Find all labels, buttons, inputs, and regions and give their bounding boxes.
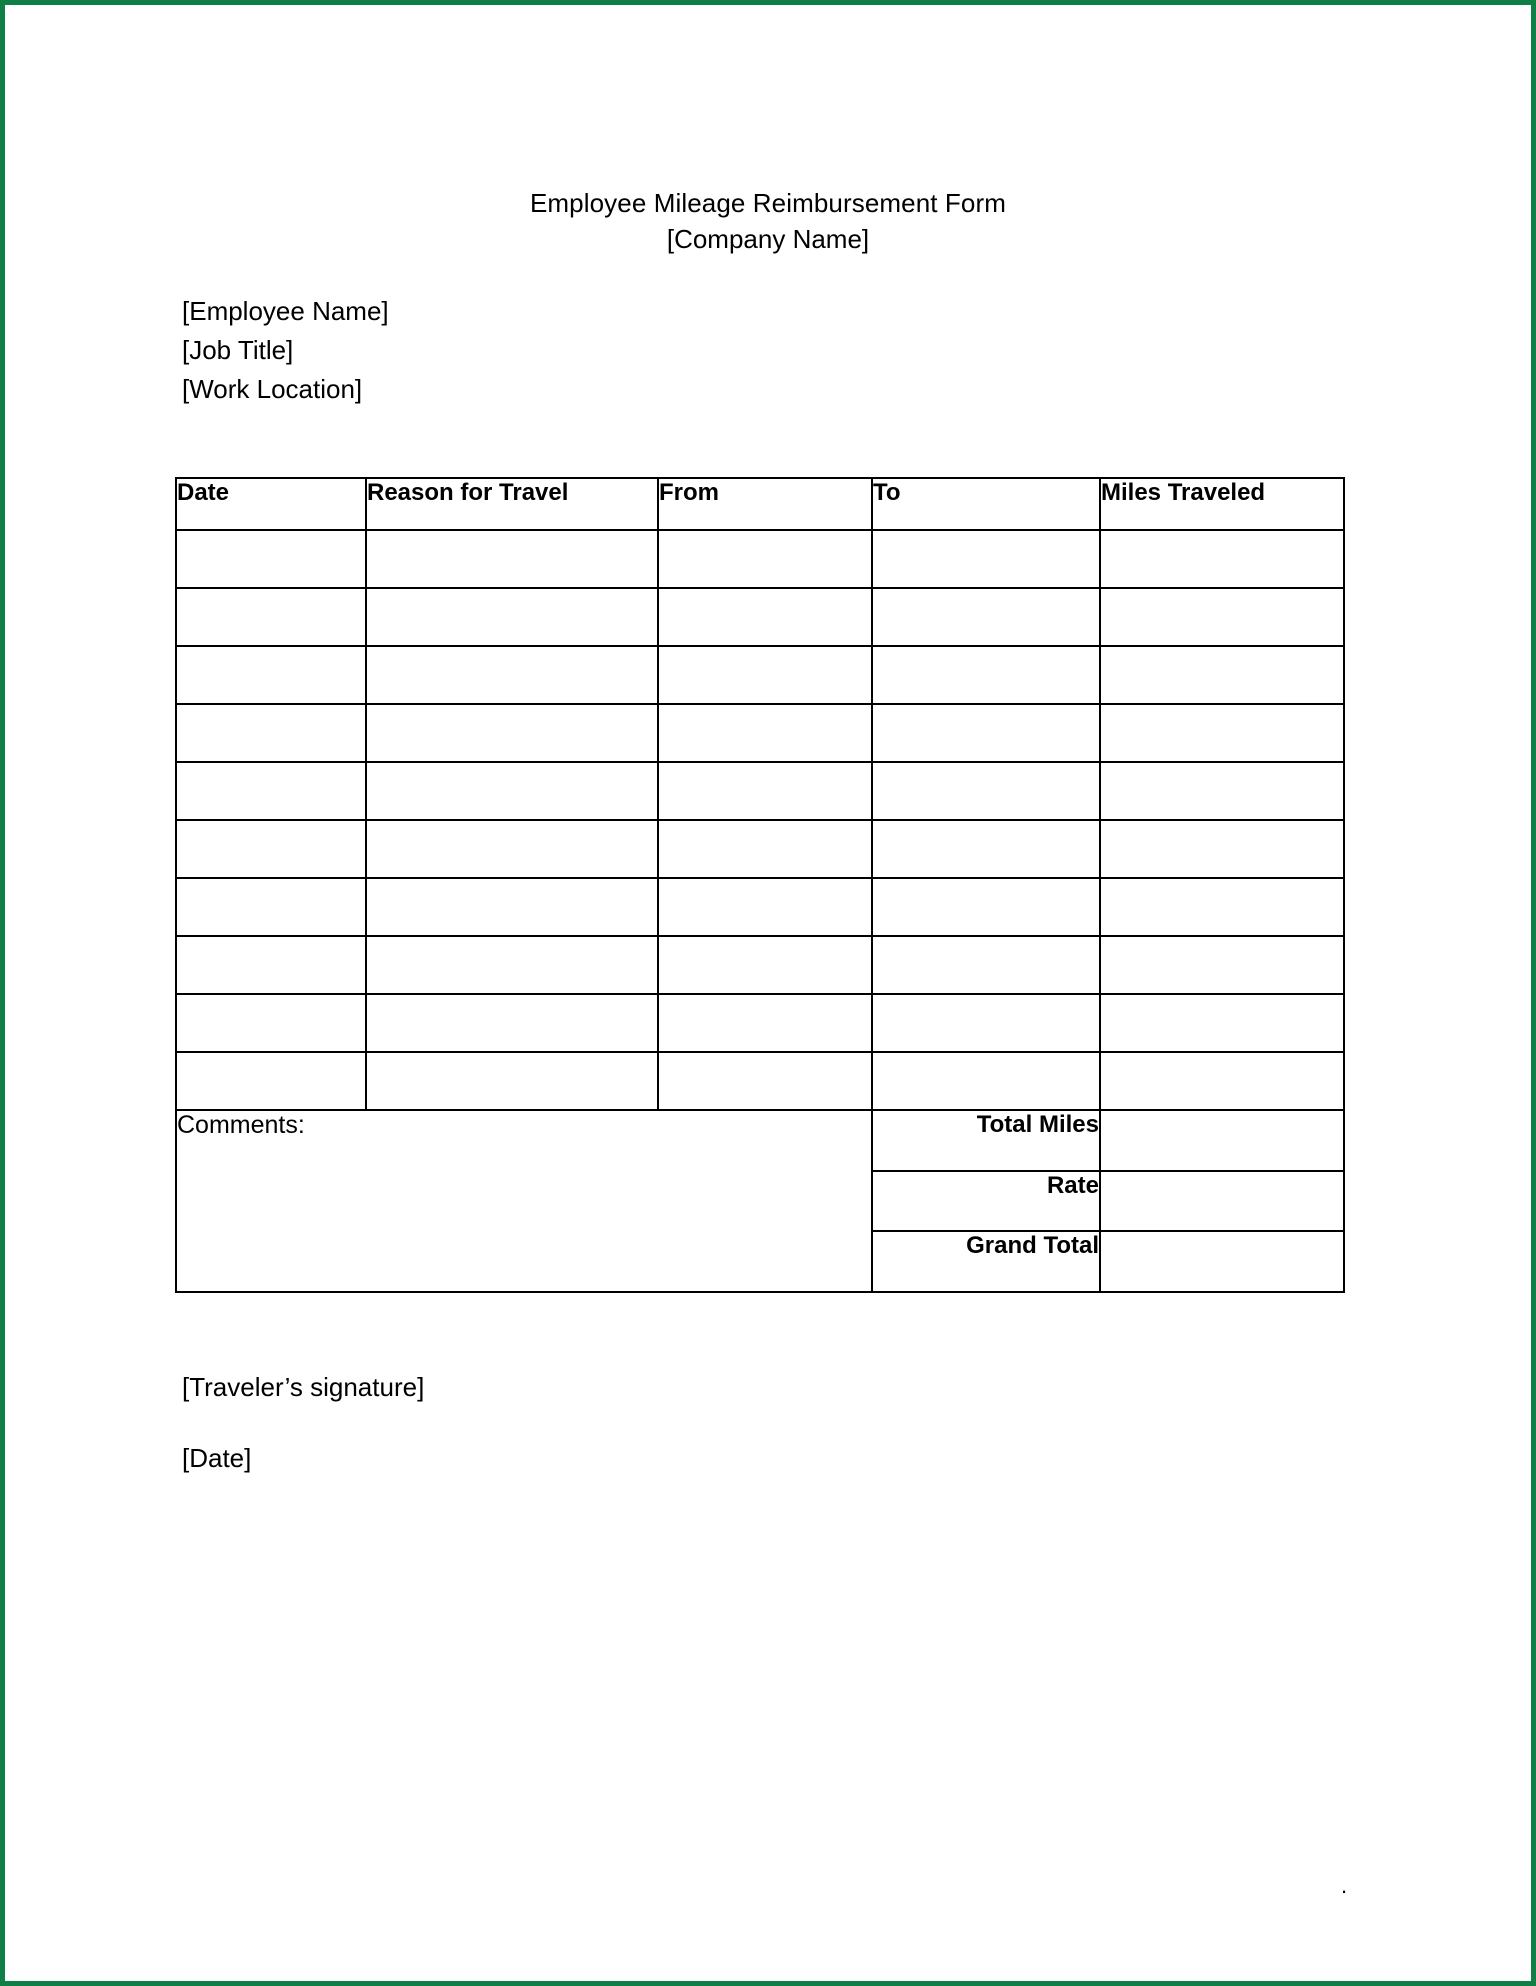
cell-reason[interactable] (366, 588, 658, 646)
table-body (176, 530, 1344, 1292)
page-title: Employee Mileage Reimbursement Form (529, 188, 1006, 218)
column-header-miles: Miles Traveled (1100, 478, 1344, 530)
cell-miles[interactable] (1100, 820, 1344, 878)
cell-to[interactable] (872, 878, 1100, 936)
cell-from[interactable] (658, 994, 872, 1052)
cell-miles[interactable] (1100, 646, 1344, 704)
cell-reason[interactable] (366, 1052, 658, 1110)
cell-reason[interactable] (366, 530, 658, 588)
cell-date[interactable] (176, 994, 366, 1052)
employee-job-title-field[interactable]: [Job Title] (182, 335, 294, 365)
cell-to[interactable] (872, 704, 1100, 762)
cell-date[interactable] (176, 646, 366, 704)
employee-info-block (182, 292, 389, 409)
signature-block (182, 1370, 424, 1475)
column-header-date: Date (176, 478, 366, 530)
mileage-table-container (175, 477, 1343, 1293)
table-row (176, 878, 1344, 936)
traveler-signature-field[interactable]: [Traveler’s signature] (182, 1372, 425, 1402)
cell-from[interactable] (658, 588, 872, 646)
cell-miles[interactable] (1100, 588, 1344, 646)
cell-date[interactable] (176, 936, 366, 994)
cell-reason[interactable] (366, 936, 658, 994)
table-row (176, 646, 1344, 704)
comments-field[interactable]: Comments: (176, 1110, 872, 1292)
cell-to[interactable] (872, 530, 1100, 588)
cell-to[interactable] (872, 820, 1100, 878)
cell-date[interactable] (176, 588, 366, 646)
footer-mark: . (1341, 1873, 1348, 1898)
cell-reason[interactable] (366, 704, 658, 762)
cell-to[interactable] (872, 936, 1100, 994)
cell-reason[interactable] (366, 994, 658, 1052)
table-row (176, 936, 1344, 994)
table-row (176, 820, 1344, 878)
cell-miles[interactable] (1100, 936, 1344, 994)
cell-date[interactable] (176, 820, 366, 878)
table-header-row (176, 478, 1344, 530)
document-sheet (5, 5, 1531, 1981)
cell-to[interactable] (872, 588, 1100, 646)
cell-date[interactable] (176, 530, 366, 588)
cell-to[interactable] (872, 762, 1100, 820)
signature-date-field[interactable]: [Date] (182, 1443, 252, 1473)
cell-date[interactable] (176, 704, 366, 762)
column-header-reason: Reason for Travel (366, 478, 658, 530)
grand-total-label: Grand Total (872, 1231, 1100, 1292)
column-header-to: To (872, 478, 1100, 530)
cell-date[interactable] (176, 762, 366, 820)
grand-total-value[interactable] (1100, 1231, 1344, 1292)
total-miles-value[interactable] (1100, 1110, 1344, 1171)
employee-name-field[interactable]: [Employee Name] (182, 296, 389, 326)
cell-date[interactable] (176, 878, 366, 936)
table-row (176, 704, 1344, 762)
cell-from[interactable] (658, 762, 872, 820)
comments-totals-row-1 (176, 1110, 1344, 1171)
company-name: [Company Name] (666, 224, 870, 254)
cell-miles[interactable] (1100, 704, 1344, 762)
cell-reason[interactable] (366, 820, 658, 878)
cell-to[interactable] (872, 1052, 1100, 1110)
document-header (5, 185, 1531, 257)
cell-from[interactable] (658, 646, 872, 704)
cell-miles[interactable] (1100, 878, 1344, 936)
cell-miles[interactable] (1100, 1052, 1344, 1110)
cell-date[interactable] (176, 1052, 366, 1110)
cell-to[interactable] (872, 646, 1100, 704)
table-row (176, 994, 1344, 1052)
cell-reason[interactable] (366, 762, 658, 820)
employee-work-location-field[interactable]: [Work Location] (182, 374, 363, 404)
mileage-table (175, 477, 1345, 1293)
cell-from[interactable] (658, 820, 872, 878)
table-row (176, 762, 1344, 820)
rate-label: Rate (872, 1171, 1100, 1232)
cell-from[interactable] (658, 936, 872, 994)
table-row (176, 530, 1344, 588)
cell-from[interactable] (658, 1052, 872, 1110)
column-header-from: From (658, 478, 872, 530)
table-row (176, 1052, 1344, 1110)
cell-to[interactable] (872, 994, 1100, 1052)
cell-reason[interactable] (366, 878, 658, 936)
cell-from[interactable] (658, 878, 872, 936)
cell-reason[interactable] (366, 646, 658, 704)
cell-from[interactable] (658, 704, 872, 762)
cell-from[interactable] (658, 530, 872, 588)
cell-miles[interactable] (1100, 994, 1344, 1052)
table-row (176, 588, 1344, 646)
cell-miles[interactable] (1100, 762, 1344, 820)
table-header (176, 478, 1344, 530)
total-miles-label: Total Miles (872, 1110, 1100, 1171)
rate-value[interactable] (1100, 1171, 1344, 1232)
cell-miles[interactable] (1100, 530, 1344, 588)
